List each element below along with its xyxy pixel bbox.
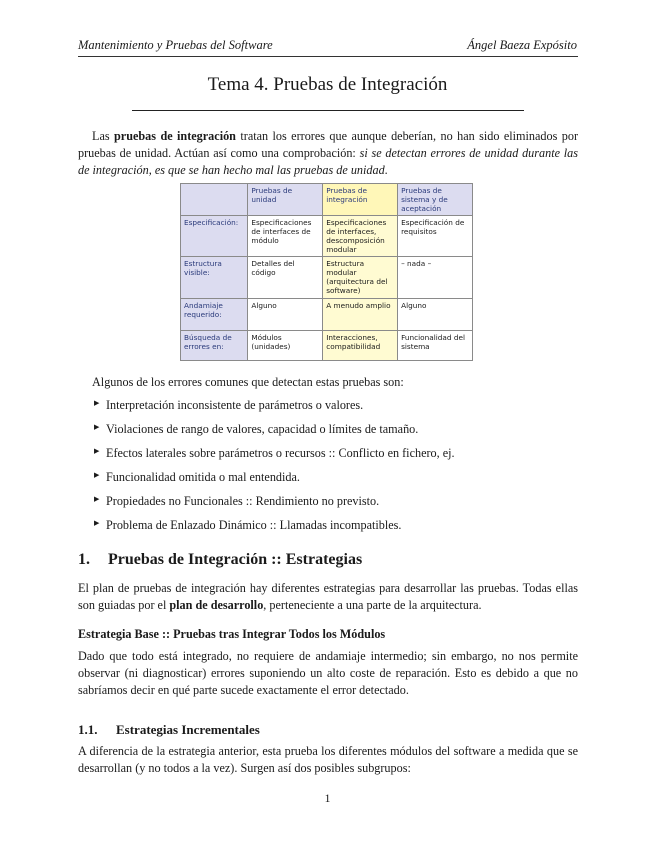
header-rule [78, 56, 578, 57]
page-number: 1 [324, 791, 331, 805]
header-course: Mantenimiento y Pruebas del Software [78, 38, 273, 52]
row-label: Estructura visible: [181, 257, 248, 299]
table-cell: Especificaciones de interfaces, descomposición modular [323, 216, 398, 257]
table-row [181, 216, 473, 257]
table-corner [181, 184, 248, 216]
list-item: ▶ Problema de Enlazado Dinámico :: Llamadas incompatibles. [94, 518, 402, 532]
row-label: Especificación: [181, 216, 248, 257]
table-cell: Estructura modular (arquitectura del software) [323, 257, 398, 299]
list-item: ▶ Interpretación inconsistente de parámetros o valores. [94, 398, 364, 412]
col-system-tests: Pruebas de sistema y de aceptación [398, 184, 473, 216]
test-comparison-table [180, 183, 473, 361]
table-header-row [181, 184, 473, 216]
errors-intro: Algunos de los errores comunes que detectan estas pruebas son: [92, 375, 404, 389]
list-item: ▶ Funcionalidad omitida o mal entendida. [94, 470, 300, 484]
subsection-title: Estrategias Incrementales [116, 722, 260, 737]
table-row [181, 299, 473, 331]
col-unit-tests: Pruebas de unidad [248, 184, 323, 216]
term-development-plan: plan de desarrollo [169, 598, 264, 612]
bullet-triangle-icon: ▶ [94, 495, 100, 503]
list-item: ▶ Propiedades no Funcionales :: Rendimiento no previsto. [94, 494, 380, 508]
header-author: Ángel Baeza Expósito [467, 38, 577, 52]
strategy-base-heading: Estrategia Base :: Pruebas tras Integrar Todos los Módulos [78, 627, 386, 641]
list-item: ▶ Efectos laterales sobre parámetros o recursos :: Conflicto en fichero, ej. [94, 446, 455, 460]
subsection-number: 1.1. [78, 722, 98, 737]
table-cell: Funcionalidad del sistema [398, 331, 473, 361]
table-cell: A menudo amplio [323, 299, 398, 331]
section-number: 1. [78, 551, 90, 568]
section-1-paragraph: El plan de pruebas de integración hay diferentes estrategias para desarrollar las pruebas. Todas ellas son guiadas por el plan de desarrollo, perteneciente a una parte de la arquitectura. [78, 581, 578, 612]
table-cell: Interacciones, compatibilidad [323, 331, 398, 361]
errors-list [94, 398, 574, 542]
table-row [181, 331, 473, 361]
table-cell: Módulos (unidades) [248, 331, 323, 361]
bullet-triangle-icon: ▶ [94, 471, 100, 479]
table-row [181, 257, 473, 299]
section-1-1-paragraph: A diferencia de la estrategia anterior, esta prueba los diferentes módulos del software a medida que se desarrollan (y no todos a la vez). Surgen así dos posibles subgrupos: [78, 744, 578, 775]
intro-paragraph: Las pruebas de integración tratan los errores que aunque deberían, no han sido eliminados por pruebas de unidad. Actúan así como una comprobación: si se detectan errores de unidad durante las de integración, es que se han hecho mal las pruebas de unidad. [78, 129, 578, 177]
col-integration-tests: Pruebas de integración [323, 184, 398, 216]
bullet-triangle-icon: ▶ [94, 519, 100, 527]
table-cell: – nada – [398, 257, 473, 299]
running-header [78, 38, 577, 53]
title-rule [132, 110, 524, 111]
section-title: Pruebas de Integración :: Estrategias [108, 551, 363, 568]
table-cell: Alguno [398, 299, 473, 331]
table-cell: Especificaciones de interfaces de módulo [248, 216, 323, 257]
bullet-triangle-icon: ▶ [94, 447, 100, 455]
intro-emphasis: si se detectan errores de unidad durante las de integración, es que se han hecho mal las pruebas de unidad [78, 146, 578, 177]
document-title: Tema 4. Pruebas de Integración [207, 74, 448, 95]
strategy-base-paragraph: Dado que todo está integrado, no requiere de andamiaje intermedio; sin embargo, no nos permite observar (ni diagnosticar) errores suponiendo un alto coste de reparación. Esto es debido a que no sabríamos decir en qué parte sucede exactamente el error detectado. [78, 649, 578, 697]
table-cell: Alguno [248, 299, 323, 331]
list-item: ▶ Violaciones de rango de valores, capacidad o límites de tamaño. [94, 422, 419, 436]
section-1-1-heading [78, 722, 260, 738]
row-label: Andamiaje requerido: [181, 299, 248, 331]
bullet-triangle-icon: ▶ [94, 423, 100, 431]
table-cell: Detalles del código [248, 257, 323, 299]
bullet-triangle-icon: ▶ [94, 399, 100, 407]
term-integration-tests: pruebas de integración [114, 129, 236, 143]
table-cell: Especificación de requisitos [398, 216, 473, 257]
row-label: Búsqueda de errores en: [181, 331, 248, 361]
section-1-heading [78, 551, 362, 569]
